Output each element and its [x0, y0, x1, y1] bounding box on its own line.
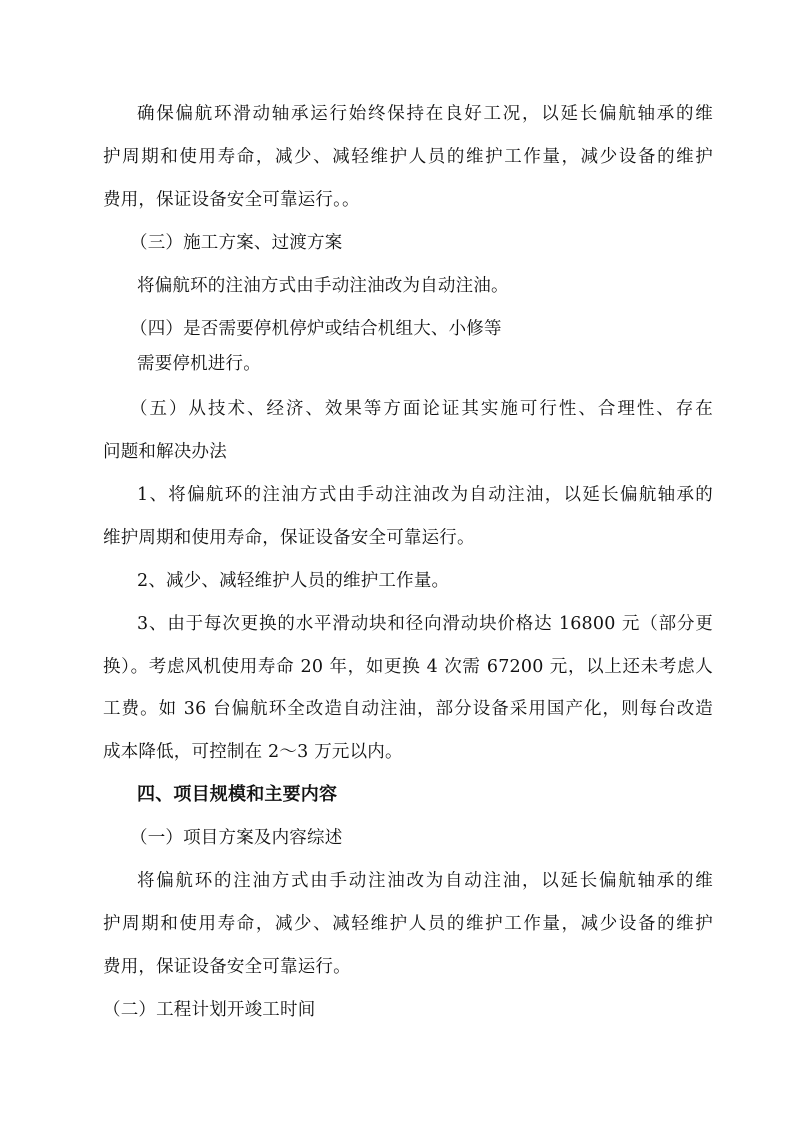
- section-heading: （四）是否需要停机停炉或结合机组大、小修等: [130, 319, 502, 339]
- paragraph-line: 将偏航环的注油方式由手动注油改为自动注油，以延长偏航轴承的维: [137, 871, 713, 891]
- paragraph-line: 确保偏航环滑动轴承运行始终保持在良好工况，以延长偏航轴承的维: [137, 104, 713, 124]
- paragraph-line: 护周期和使用寿命，减少、减轻维护人员的维护工作量，减少设备的维护: [103, 914, 713, 934]
- list-item-continued: 换）。考虑风机使用寿命 20 年，如更换 4 次需 67200 元，以上还未考虑人: [103, 657, 713, 677]
- list-item: 2、减少、减轻维护人员的维护工作量。: [137, 571, 450, 591]
- section-heading-continued: 问题和解决办法: [103, 442, 227, 462]
- section-heading: （一）项目方案及内容综述: [130, 828, 343, 848]
- paragraph-line: 将偏航环的注油方式由手动注油改为自动注油。: [137, 276, 509, 296]
- section-heading: （三）施工方案、过渡方案: [130, 233, 343, 253]
- list-item-continued: 工费。如 36 台偏航环全改造自动注油，部分设备采用国产化，则每台改造: [103, 699, 713, 719]
- section-heading: （二）工程计划开竣工时间: [103, 1000, 316, 1020]
- section-heading: （五）从技术、经济、效果等方面论证其实施可行性、合理性、存在: [130, 399, 713, 419]
- paragraph-line: 需要停机进行。: [137, 354, 261, 374]
- list-item: 3、由于每次更换的水平滑动块和径向滑动块价格达 16800 元（部分更: [137, 614, 713, 634]
- paragraph-line: 费用，保证设备安全可靠运行。。: [103, 190, 360, 210]
- list-item-continued: 维护周期和使用寿命，保证设备安全可靠运行。: [103, 528, 475, 548]
- paragraph-line: 费用，保证设备安全可靠运行。: [103, 957, 351, 977]
- chapter-heading: 四、项目规模和主要内容: [137, 784, 338, 805]
- paragraph-line: 护周期和使用寿命，减少、减轻维护人员的维护工作量，减少设备的维护: [103, 147, 713, 167]
- list-item: 1、将偏航环的注油方式由手动注油改为自动注油，以延长偏航轴承的: [137, 485, 713, 505]
- list-item-continued: 成本降低，可控制在 2～3 万元以内。: [103, 742, 403, 762]
